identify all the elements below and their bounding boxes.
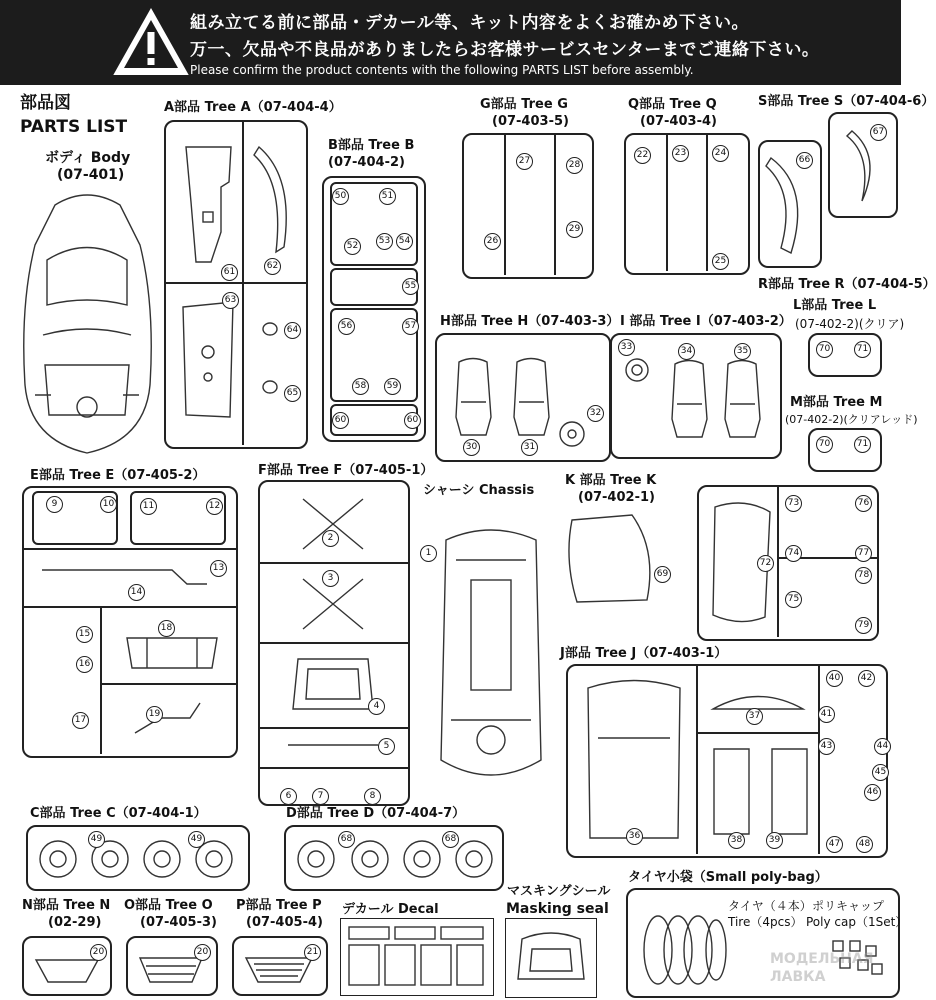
- arm-drawing: [130, 698, 210, 743]
- seat-right-drawing: [720, 359, 765, 439]
- tree-o-label: O部品 Tree O: [124, 898, 213, 913]
- tree-k-code: (07-402-1): [578, 490, 655, 505]
- tree-h-label: H部品 Tree H（07-403-3）: [440, 314, 620, 329]
- wheels-drawing: [294, 835, 494, 883]
- tree-s-label: S部品 Tree S（07-404-6）: [758, 94, 935, 109]
- car-body-drawing: [15, 185, 160, 460]
- polycap-label-en: Poly cap（1Set）: [806, 915, 908, 929]
- rear-deck-drawing: [578, 678, 690, 848]
- decal-sheet: [340, 918, 494, 996]
- tree-f-frame: 2 3 4 5 6 7 8: [258, 480, 410, 806]
- dashboard-part-drawing: [181, 142, 236, 272]
- tree-l-frame: 70 71: [808, 333, 882, 377]
- chassis-drawing: [436, 520, 546, 790]
- tree-g-label: G部品 Tree G: [480, 97, 568, 112]
- tree-n-label: N部品 Tree N: [22, 898, 111, 913]
- decal-label: デカール Decal: [342, 902, 439, 917]
- tree-p-label: P部品 Tree P: [236, 898, 322, 913]
- windshield-frame-drawing: [254, 137, 299, 267]
- tree-o-frame: 20: [126, 936, 218, 996]
- masking-label-jp: マスキングシール: [507, 884, 611, 899]
- tree-m-code: (07-402-2)(クリアレッド): [785, 413, 918, 426]
- tire-label-jp: タイヤ（４本）: [728, 899, 812, 913]
- tree-m-frame: 70 71: [808, 428, 882, 472]
- masking-label-en: Masking seal: [506, 901, 609, 917]
- tree-l-code: (07-402-2)(クリア): [795, 317, 905, 331]
- polybag-label: タイヤ小袋（Small poly-bag）: [628, 870, 828, 885]
- parts-list-title-jp: 部品図: [20, 93, 71, 113]
- steering-wheel-drawing: [557, 419, 587, 449]
- banner-line-2: 万一、欠品や不良品がありましたらお客様サービスセンターまでご連絡下さい。: [190, 40, 820, 60]
- body-code: (07-401): [57, 167, 125, 183]
- tree-b-code: (07-404-2): [328, 155, 405, 170]
- tree-a-frame: 61 62 63 64 65: [164, 120, 308, 449]
- tree-p-frame: 21: [232, 936, 328, 996]
- tree-g-code: (07-403-5): [492, 114, 569, 129]
- tree-c-frame: 49 49: [26, 825, 250, 891]
- tree-c-label: C部品 Tree C（07-404-1）: [30, 806, 207, 821]
- chassis-part-number: 1: [420, 545, 437, 562]
- seat-left-drawing: [667, 359, 712, 439]
- tire-label-en: Tire（4pcs）: [728, 915, 803, 929]
- frame-part-drawing: [288, 654, 378, 719]
- tree-g-frame: 26 27 28 29: [462, 133, 594, 279]
- tree-i-frame: 33 34 35: [610, 333, 782, 459]
- masking-sheet: [505, 918, 597, 998]
- tree-k-label: K 部品 Tree K: [565, 473, 657, 488]
- tree-o-code: (07-405-3): [140, 915, 217, 930]
- banner-line-1: 組み立てる前に部品・デカール等、キット内容をよくお確かめ下さい。: [190, 13, 749, 33]
- windshield-drawing: [562, 510, 662, 605]
- tree-d-label: D部品 Tree D（07-404-7）: [286, 806, 466, 821]
- tree-j-label: J部品 Tree J（07-403-1）: [560, 646, 728, 661]
- tree-l-label: L部品 Tree L: [793, 298, 877, 313]
- chassis-label: シャーシ Chassis: [423, 483, 535, 498]
- tree-e-label: E部品 Tree E（07-405-2）: [30, 468, 206, 483]
- rear-panel-drawing: [178, 297, 238, 422]
- tree-d-frame: 68 68: [284, 825, 504, 891]
- tree-f-label: F部品 Tree F（07-405-1）: [258, 463, 434, 478]
- tree-q-frame: 22 23 24 25: [624, 133, 750, 275]
- watermark: МОДЕЛЬНАЯ ЛАВКА: [770, 951, 874, 985]
- banner-line-3: Please confirm the product contents with the following PARTS LIST before assembly.: [190, 63, 694, 77]
- warning-banner: [0, 0, 901, 85]
- tree-a-label: A部品 Tree A（07-404-4）: [164, 100, 342, 115]
- tree-p-code: (07-405-4): [246, 915, 323, 930]
- seat-left-drawing: [451, 357, 496, 437]
- tree-s-frame: 67: [828, 112, 898, 218]
- door-panel-drawing: [762, 744, 817, 844]
- tree-q-code: (07-403-4): [640, 114, 717, 129]
- tree-n-code: (02-29): [48, 915, 102, 930]
- tree-q-label: Q部品 Tree Q: [628, 97, 717, 112]
- tree-k-frame: 72 73 74 76 77 78 75 79: [697, 485, 879, 641]
- tree-b-frame: 50 51 52 53 54 55 56 57 58 59 60 60: [322, 176, 426, 442]
- seat-right-drawing: [509, 357, 554, 437]
- tree-r-label: R部品 Tree R（07-404-5）: [758, 277, 936, 292]
- tree-e-frame: 9 10 11 12 13 14 15 16 18 17 19: [22, 486, 238, 758]
- tree-b-label: B部品 Tree B: [328, 138, 415, 153]
- tree-m-label: M部品 Tree M: [790, 395, 883, 410]
- wheels-drawing: [38, 835, 238, 883]
- polycap-label-jp: ポリキャップ: [812, 899, 885, 913]
- tree-i-label: I 部品 Tree I（07-403-2）: [620, 314, 792, 329]
- door-panel-drawing: [704, 744, 759, 844]
- tree-h-frame: 30 31 32: [435, 333, 611, 462]
- parts-list-title-en: PARTS LIST: [20, 117, 128, 137]
- tree-n-frame: 20: [22, 936, 112, 996]
- exclamation-triangle-icon: [112, 6, 190, 78]
- body-label: ボディ Body: [45, 150, 131, 166]
- tree-r-frame: 66: [758, 140, 822, 268]
- tree-j-frame: 36 37 38 39 40 41 42 43 44 45 46 47 48: [566, 664, 888, 858]
- tires-drawing: [638, 910, 728, 990]
